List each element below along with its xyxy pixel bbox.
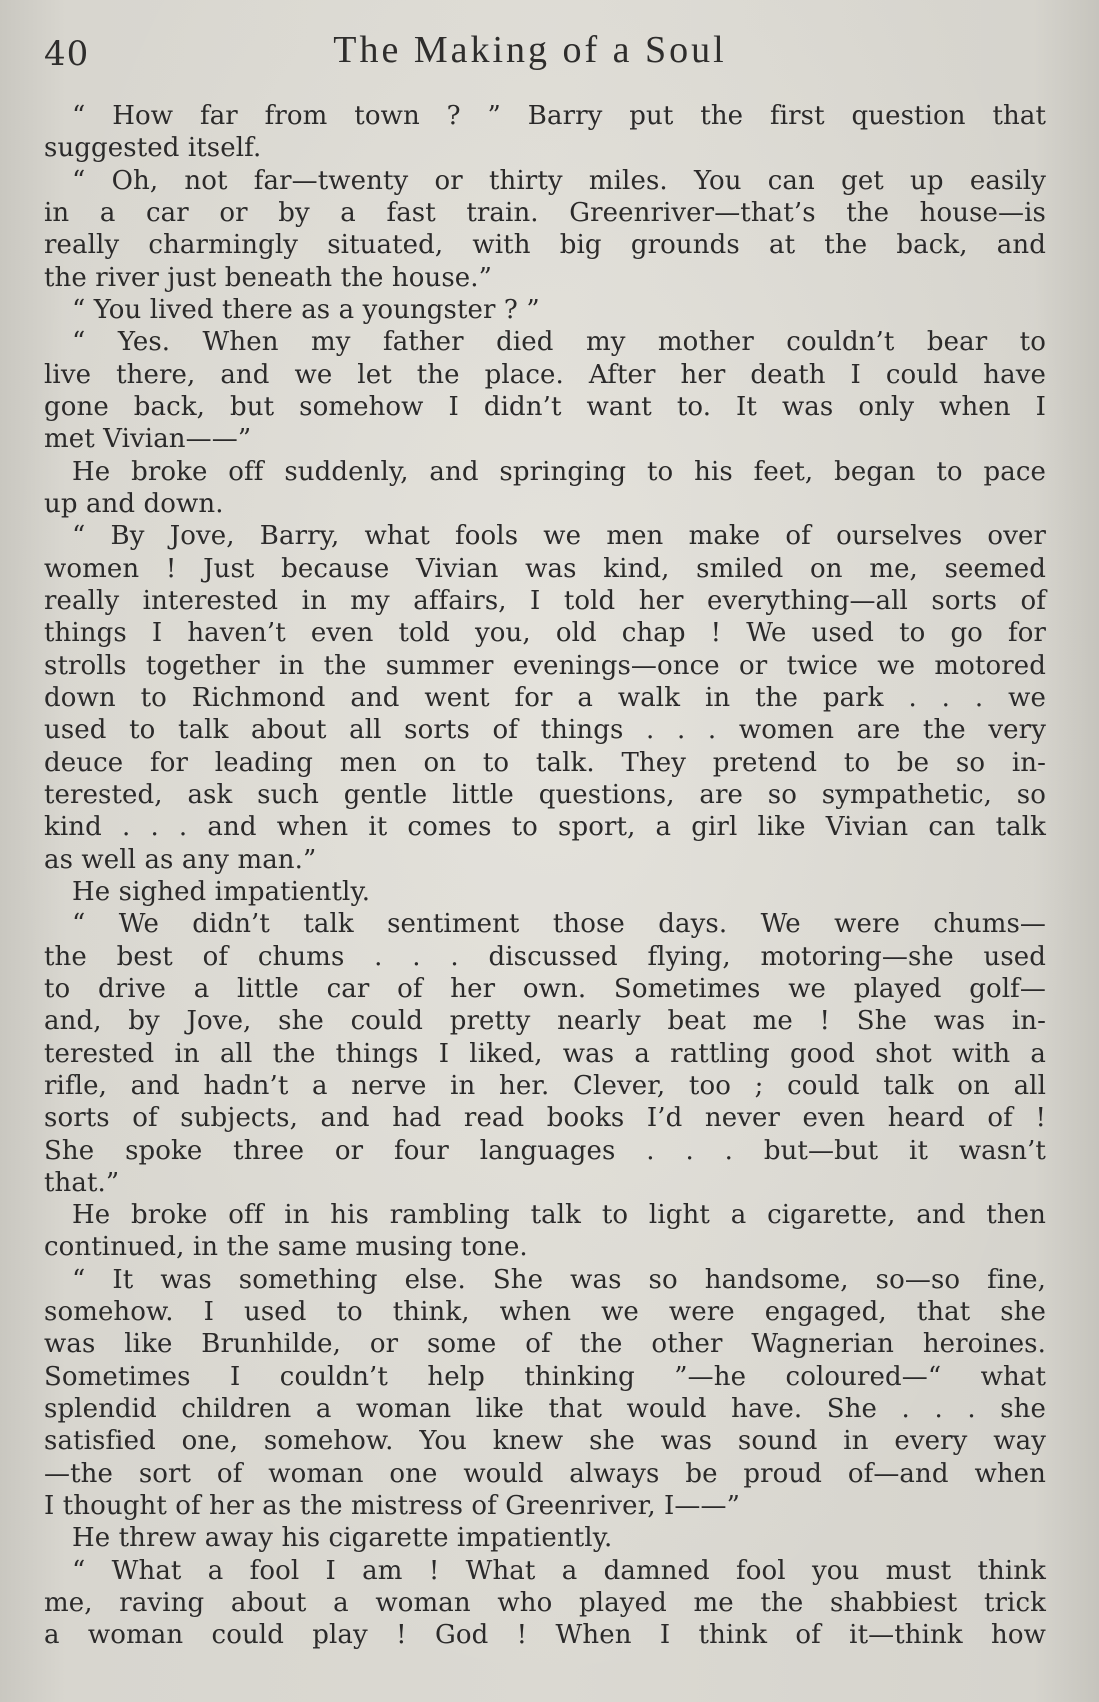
text-line: He broke off in his rambling talk to light a cigarette, and then bbox=[72, 1200, 1046, 1231]
text-line: sorts of subjects, and had read books I’d never even heard of ! bbox=[44, 1103, 1046, 1134]
page-number: 40 bbox=[44, 34, 90, 74]
text-line: to drive a little car of her own. Sometimes we played golf— bbox=[44, 973, 1046, 1004]
text-line: gone back, but somehow I didn’t want to. It was only when I bbox=[44, 391, 1046, 422]
text-line: He threw away his cigarette impatiently. bbox=[72, 1523, 613, 1554]
text-line: somehow. I used to think, when we were engaged, that she bbox=[44, 1297, 1046, 1328]
text-line: “ Yes. When my father died my mother couldn’t bear to bbox=[72, 327, 1046, 358]
text-line: “ What a fool I am ! What a damned fool you must think bbox=[72, 1555, 1046, 1586]
text-line: things I haven’t even told you, old chap ! We used to go for bbox=[44, 618, 1046, 649]
text-line: live there, and we let the place. After her death I could have bbox=[44, 359, 1046, 390]
text-line: suggested itself. bbox=[44, 133, 262, 164]
text-line: the best of chums . . . discussed flying, motoring—she used bbox=[44, 941, 1046, 972]
running-title: The Making of a Soul bbox=[333, 29, 727, 71]
text-line: as well as any man.” bbox=[44, 844, 317, 875]
text-line: “ By Jove, Barry, what fools we men make of ourselves over bbox=[72, 521, 1046, 552]
text-line: “ We didn’t talk sentiment those days. We were chums— bbox=[72, 909, 1046, 940]
text-line: that.” bbox=[44, 1167, 120, 1198]
text-line: me, raving about a woman who played me the shabbiest trick bbox=[44, 1588, 1046, 1619]
text-line: “ Oh, not far—twenty or thirty miles. You can get up easily bbox=[72, 165, 1046, 196]
text-line: continued, in the same musing tone. bbox=[44, 1232, 528, 1263]
text-line: —the sort of woman one would always be proud of—and when bbox=[44, 1458, 1046, 1489]
text-line: was like Brunhilde, or some of the other Wagnerian heroines. bbox=[44, 1329, 1046, 1360]
text-line: satisfied one, somehow. You knew she was sound in every way bbox=[44, 1426, 1046, 1457]
text-line: deuce for leading men on to talk. They pretend to be so in- bbox=[44, 747, 1046, 778]
text-line: He broke off suddenly, and springing to his feet, began to pace bbox=[72, 456, 1046, 487]
text-line: used to talk about all sorts of things . . . women are the very bbox=[44, 715, 1046, 746]
text-line: splendid children a woman like that would have. She . . . she bbox=[44, 1394, 1046, 1425]
text-line: She spoke three or four languages . . . but—but it wasn’t bbox=[44, 1135, 1046, 1166]
text-line: really interested in my affairs, I told her everything—all sorts of bbox=[44, 585, 1046, 616]
text-line: and, by Jove, she could pretty nearly beat me ! She was in- bbox=[44, 1006, 1046, 1037]
body-text bbox=[44, 100, 1046, 1652]
text-line: “ You lived there as a youngster ? ” bbox=[72, 294, 540, 325]
text-line: met Vivian——” bbox=[44, 424, 252, 455]
text-line: in a car or by a fast train. Greenriver—that’s the house—is bbox=[44, 197, 1046, 228]
page-header bbox=[0, 28, 1099, 88]
text-line: rifle, and hadn’t a nerve in her. Clever, too ; could talk on all bbox=[44, 1070, 1046, 1101]
text-line: He sighed impatiently. bbox=[72, 876, 371, 907]
text-line: strolls together in the summer evenings—once or twice we motored bbox=[44, 650, 1046, 681]
text-line: I thought of her as the mistress of Greenriver, I——” bbox=[44, 1491, 741, 1522]
text-line: up and down. bbox=[44, 488, 224, 519]
text-line: the river just beneath the house.” bbox=[44, 262, 493, 293]
text-line: terested in all the things I liked, was a rattling good shot with a bbox=[44, 1038, 1046, 1069]
text-line: really charmingly situated, with big grounds at the back, and bbox=[44, 230, 1046, 261]
text-line: kind . . . and when it comes to sport, a girl like Vivian can talk bbox=[44, 812, 1046, 843]
text-line: a woman could play ! God ! When I think of it—think how bbox=[44, 1620, 1046, 1651]
text-line: “ How far from town ? ” Barry put the first question that bbox=[72, 101, 1046, 131]
text-line: “ It was something else. She was so handsome, so—so fine, bbox=[72, 1264, 1046, 1295]
text-line: Sometimes I couldn’t help thinking ”—he coloured—“ what bbox=[44, 1361, 1046, 1392]
text-line: women ! Just because Vivian was kind, smiled on me, seemed bbox=[44, 553, 1046, 584]
text-line: terested, ask such gentle little questions, are so sympathetic, so bbox=[44, 779, 1046, 810]
text-line: down to Richmond and went for a walk in the park . . . we bbox=[44, 682, 1046, 713]
